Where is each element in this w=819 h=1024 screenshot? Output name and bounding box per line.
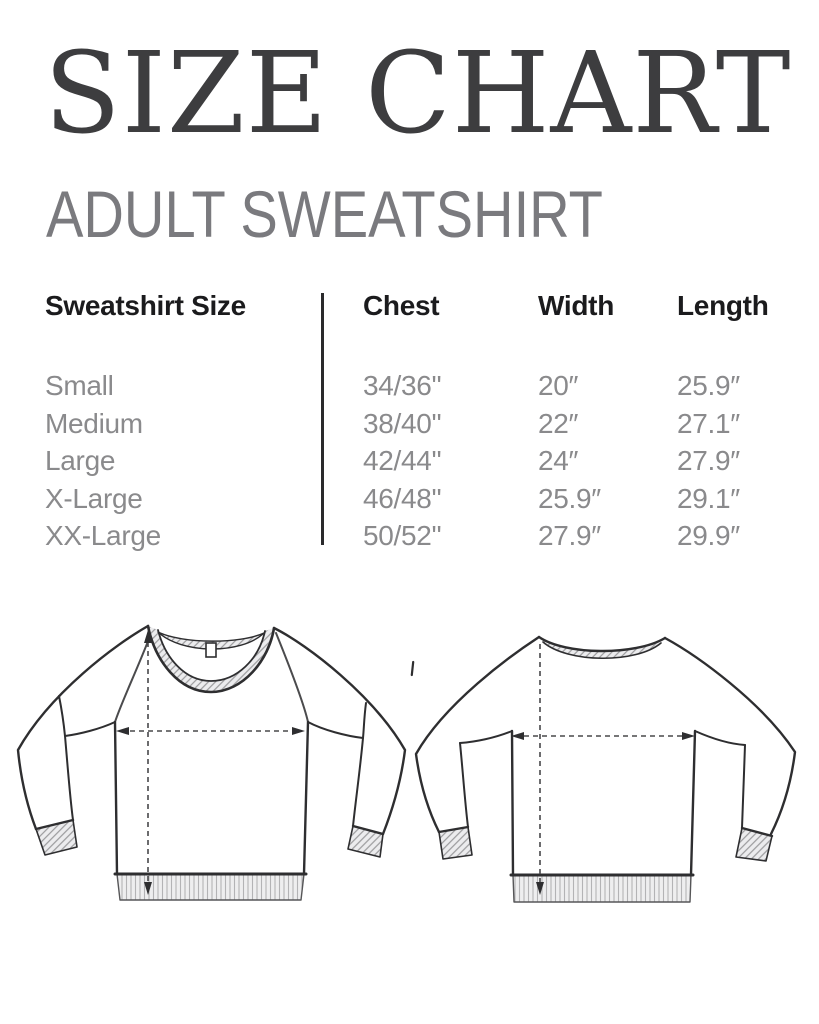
front-body-left [115,722,117,874]
back-collar [539,637,665,658]
length-measure-line [144,630,152,895]
width-measure-line [511,732,695,740]
col-header-size: Sweatshirt Size [45,290,246,321]
front-cuff-right [348,826,383,857]
back-right-underarm [695,731,745,745]
arrow-right-icon [682,732,695,740]
length-measure-line [536,644,544,895]
chest-cell: 38/40" [363,407,442,439]
size-cell: X-Large [45,482,143,514]
front-cuff-left [36,820,77,855]
chest-cell: 46/48" [363,482,442,514]
sweatshirt-back-diagram [410,598,810,930]
back-body-right [691,731,695,875]
neck-tag [206,643,216,657]
front-left-underarm [65,722,115,736]
width-cell: 24″ [538,445,579,476]
front-left-sleeve-inner [59,696,73,820]
width-cell: 27.9″ [538,520,601,551]
back-body-left [512,731,513,875]
front-hem-band [115,874,306,900]
chest-cell: 34/36" [363,370,442,401]
size-cell: Small [45,370,114,401]
back-right-sleeve-inner [742,745,745,828]
width-cell: 22″ [538,407,579,439]
length-cell: 25.9″ [677,370,740,401]
arrow-right-icon [292,727,305,735]
size-cell: XX-Large [45,520,161,551]
width-cell: 20″ [538,370,579,401]
length-cell: 29.1″ [677,482,740,514]
length-cell: 27.9″ [677,445,740,476]
width-measure-line [116,727,305,735]
length-cell: 27.1″ [677,407,740,439]
chest-cell: 50/52" [363,520,442,551]
size-cell: Medium [45,407,143,439]
back-left-underarm [460,731,512,743]
back-left-sleeve-inner [460,743,468,827]
front-right-sleeve-inner [353,703,366,826]
col-header-width: Width [538,290,614,321]
sweatshirt-front-diagram [8,598,408,930]
back-cuff-right [736,828,772,861]
back-cuff-left [439,827,472,859]
col-header-chest: Chest [363,290,440,321]
front-body-right [304,722,308,874]
page-title: SIZE CHART [44,29,792,159]
arrow-left-icon [116,727,129,735]
front-collar [148,626,274,692]
width-cell: 25.9″ [538,482,601,514]
col-header-length: Length [677,290,769,321]
page-subtitle: ADULT SWEATSHIRT [46,177,603,251]
table-divider-rule [321,293,324,545]
length-cell: 29.9″ [677,520,740,551]
front-right-underarm [308,722,363,738]
stray-mark [412,662,413,675]
chest-cell: 42/44" [363,445,442,476]
size-cell: Large [45,445,116,476]
